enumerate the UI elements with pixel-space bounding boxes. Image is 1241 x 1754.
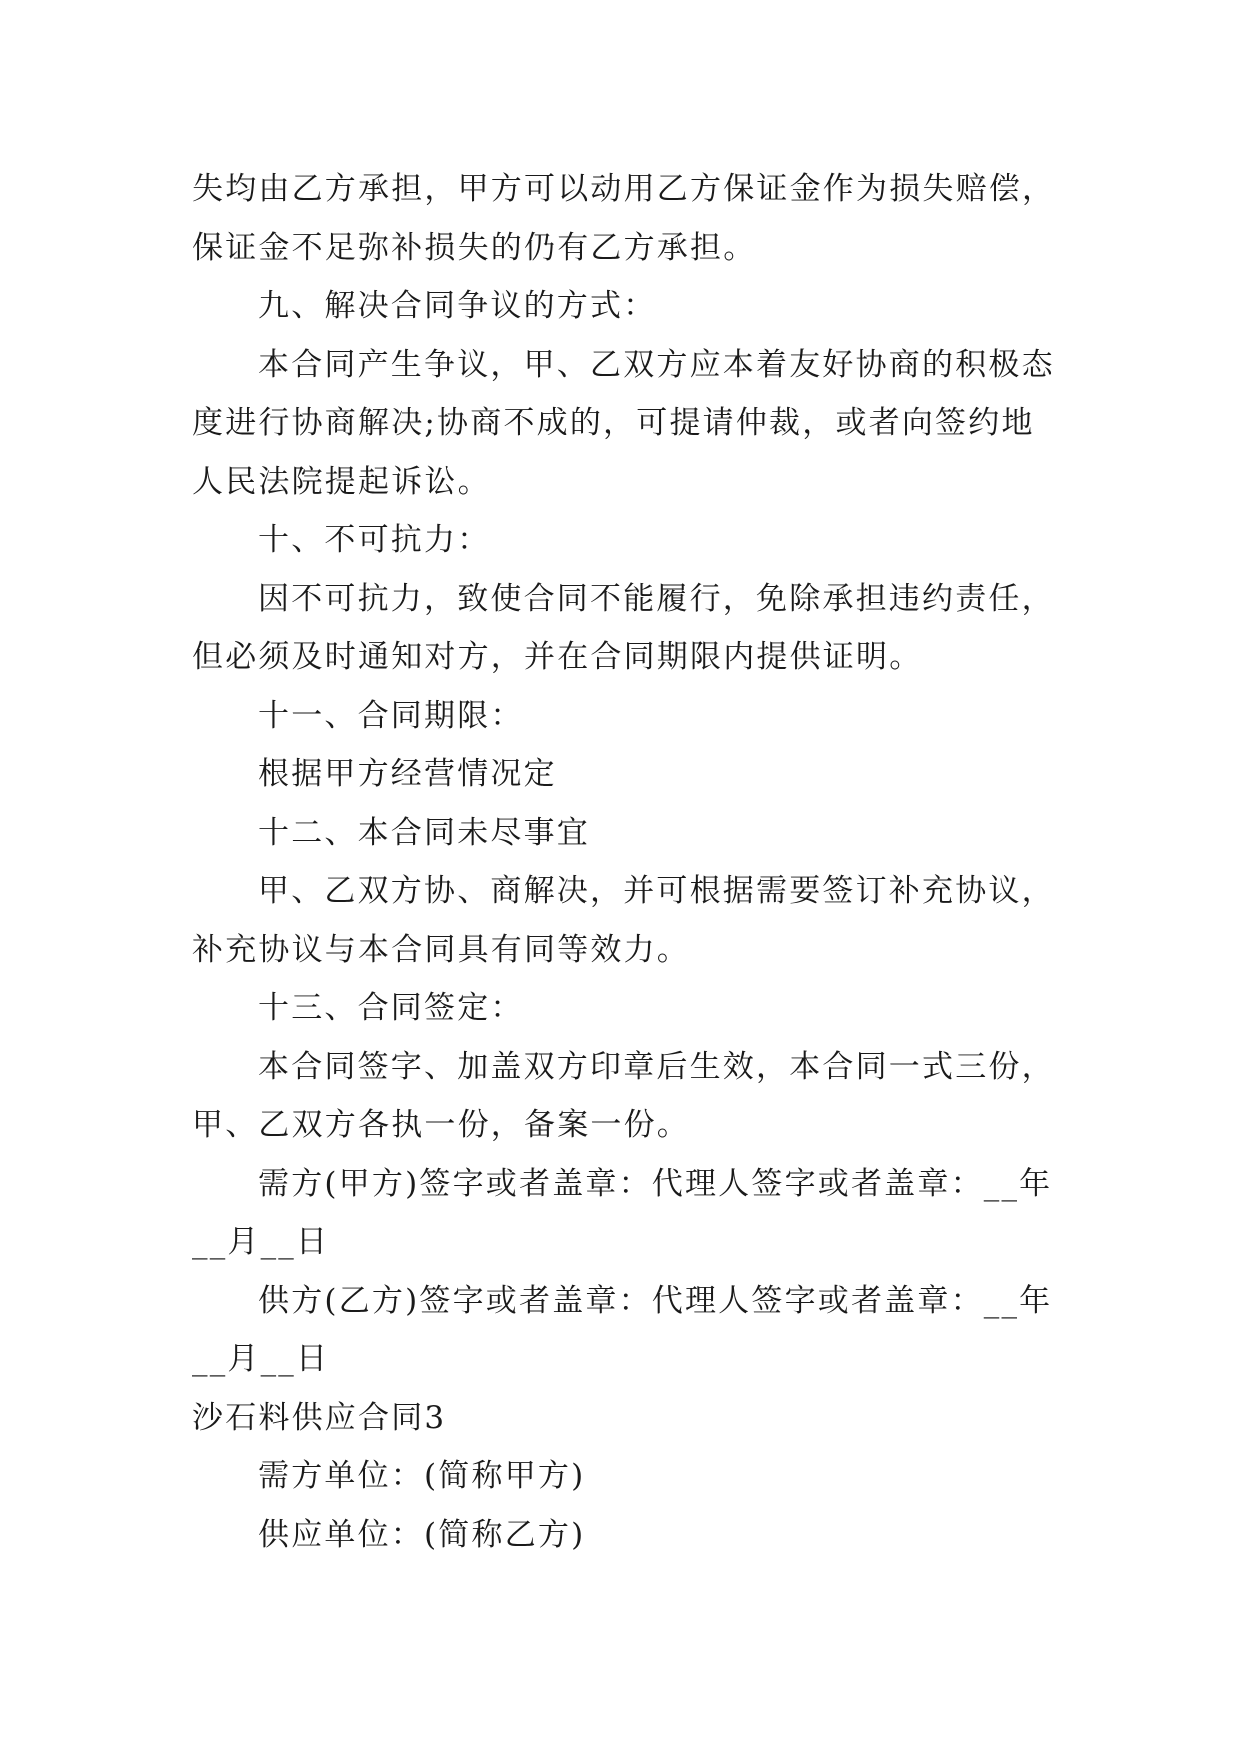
section-11-heading: 十一、合同期限：	[258, 697, 524, 734]
buyer-unit-line: 需方单位：(简称甲方)	[258, 1458, 586, 1494]
contract-3-title: 沙石料供应合同3	[192, 1399, 447, 1436]
section-9-heading: 九、解决合同争议的方式：	[258, 288, 657, 324]
paragraph-supplementary-agreement: 甲、乙双方协、商解决，并可根据需要签订补充协议，补充协议与本合同具有同等效力。	[192, 873, 1055, 968]
section-13-heading: 十三、合同签定：	[258, 990, 524, 1026]
section-10-heading: 十、不可抗力：	[258, 522, 491, 558]
signature-line-buyer: 需方(甲方)签字或者盖章：代理人签字或者盖章：__年__月__日	[192, 1165, 1053, 1260]
supplier-unit-line: 供应单位：(简称乙方)	[258, 1516, 586, 1553]
signature-line-supplier: 供方(乙方)签字或者盖章：代理人签字或者盖章：__年__月__日	[192, 1282, 1053, 1377]
paragraph-contract-signing: 本合同签字、加盖双方印章后生效，本合同一式三份，甲、乙双方各执一份，备案一份。	[192, 1048, 1055, 1143]
paragraph-force-majeure: 因不可抗力，致使合同不能履行，免除承担违约责任，但必须及时通知对方，并在合同期限内提供证明。	[192, 580, 1055, 675]
document-body	[192, 160, 1062, 1564]
section-12-heading: 十二、本合同未尽事宜	[258, 814, 590, 851]
paragraph-contract-term: 根据甲方经营情况定	[258, 756, 557, 792]
paragraph-dispute-resolution: 本合同产生争议，甲、乙双方应本着友好协商的积极态度进行协商解决;协商不成的，可提请仲裁，或者向签约地人民法院提起诉讼。	[192, 346, 1055, 500]
paragraph-loss-liability: 失均由乙方承担，甲方可以动用乙方保证金作为损失赔偿，保证金不足弥补损失的仍有乙方承担。	[192, 171, 1056, 266]
